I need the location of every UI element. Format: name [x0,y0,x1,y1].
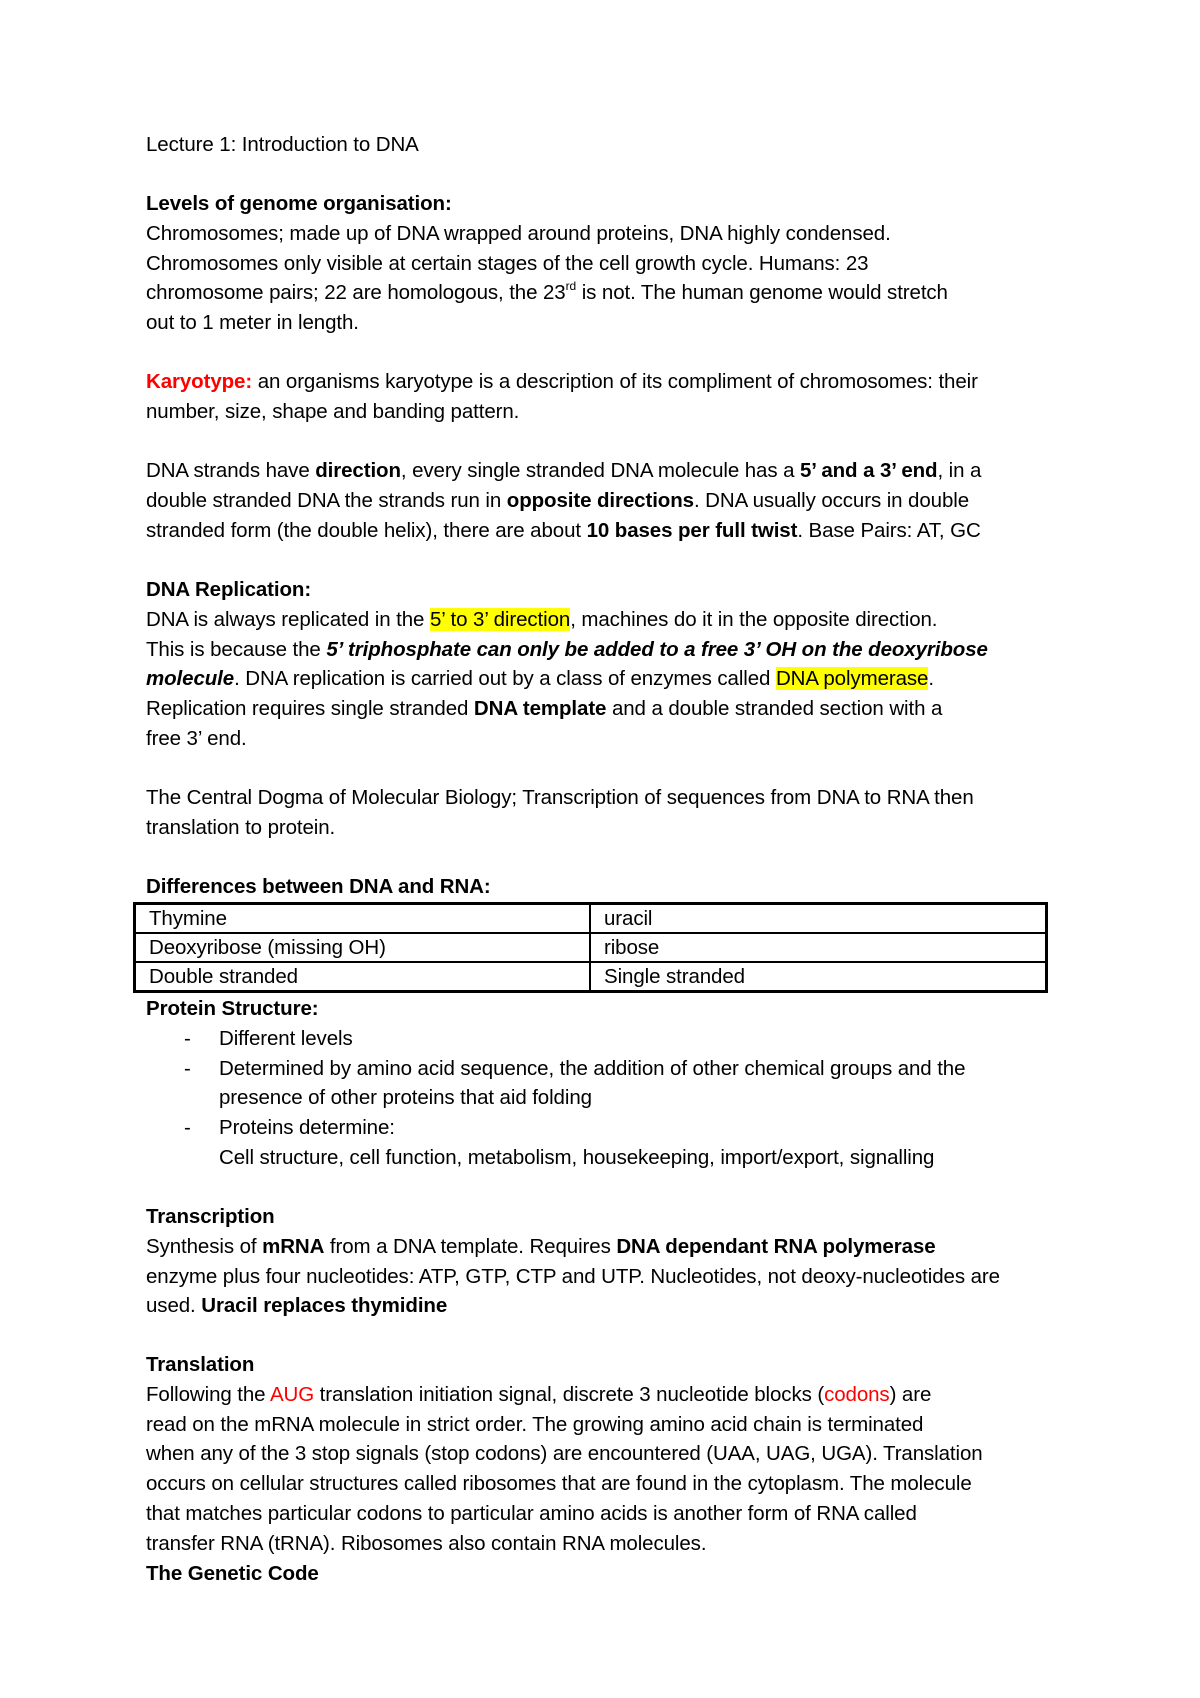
central-dogma-paragraph [146,783,1086,843]
transcription-section [146,1202,1086,1321]
list-item: - Different levels [146,1024,1086,1054]
differences-heading: Differences between DNA and RNA: [146,875,491,898]
translation-line-6: transfer RNA (tRNA). Ribosomes also contain RNA molecules. [146,1531,707,1555]
table-cell-dna: Deoxyribose (missing OH) [135,933,591,962]
translation-line-1: Following the AUG translation initiation signal, discrete 3 nucleotide blocks (codons) are [146,1382,932,1406]
genome-line-3: chromosome pairs; 22 are homologous, the 23rd is not. The human genome would stretch [146,279,948,305]
genome-line-4: out to 1 meter in length. [146,311,359,335]
genome-organisation-section [146,189,1086,338]
codons-term: codons [824,1382,890,1406]
karyotype-term: Karyotype: [146,370,253,393]
table-cell-rna: uracil [590,904,1047,934]
dna-direction-paragraph [146,456,1086,545]
transcription-heading: Transcription [146,1205,275,1228]
replication-line-3: molecule. DNA replication is carried out by a class of enzymes called DNA polymerase. [146,667,934,691]
transcription-line-2: enzyme plus four nucleotides: ATP, GTP, CTP and UTP. Nucleotides, not deoxy-nucleotides are [146,1264,1000,1288]
karyotype-line-2: number, size, shape and banding pattern. [146,399,520,423]
highlight-5-to-3-direction: 5’ to 3’ direction [429,607,571,631]
dogma-line-2: translation to protein. [146,815,336,839]
dna-rna-differences-table [133,902,1048,993]
transcription-line-3: used. Uracil replaces thymidine [146,1294,448,1318]
replication-line-2: This is because the 5’ triphosphate can only be added to a free 3’ OH on the deoxyribose [146,637,988,661]
table-row [135,904,1047,934]
list-item: - Determined by amino acid sequence, the addition of other chemical groups and the presence of other proteins that aid folding [146,1054,1086,1114]
replication-heading: DNA Replication: [146,578,312,601]
replication-line-1: DNA is always replicated in the 5’ to 3’ direction, machines do it in the opposite direction. [146,607,938,631]
transcription-line-1: Synthesis of mRNA from a DNA template. Requires DNA dependant RNA polymerase [146,1234,936,1258]
translation-section [146,1350,1086,1588]
direction-line-1: DNA strands have direction, every single stranded DNA molecule has a 5’ and a 3’ end, in a [146,459,982,482]
dash-marker: - [184,1026,191,1050]
table-cell-dna: Double stranded [135,962,591,992]
protein-bullet-list [146,1024,1086,1173]
protein-structure-section [146,994,1086,1173]
translation-heading: Translation [146,1353,255,1376]
dash-marker: - [184,1116,191,1140]
table-cell-rna: ribose [590,933,1047,962]
translation-line-5: that matches particular codons to particular amino acids is another form of RNA called [146,1501,917,1525]
dogma-line-1: The Central Dogma of Molecular Biology; Transcription of sequences from DNA to RNA then [146,786,974,809]
genome-heading: Levels of genome organisation: [146,192,452,215]
karyotype-line-1: Karyotype: an organisms karyotype is a description of its compliment of chromosomes: their [146,370,978,393]
genome-line-1: Chromosomes; made up of DNA wrapped around proteins, DNA highly condensed. [146,221,891,245]
table-row [135,962,1047,992]
table-row [135,933,1047,962]
direction-line-2: double stranded DNA the strands run in opposite directions. DNA usually occurs in double [146,488,970,512]
aug-term: AUG [269,1382,315,1406]
protein-heading: Protein Structure: [146,997,319,1020]
replication-line-5: free 3’ end. [146,726,247,750]
translation-line-2: read on the mRNA molecule in strict order. The growing amino acid chain is terminated [146,1412,924,1436]
replication-line-4: Replication requires single stranded DNA template and a double stranded section with a [146,697,943,721]
highlight-dna-polymerase: DNA polymerase [775,667,929,691]
direction-line-3: stranded form (the double helix), there are about 10 bases per full twist. Base Pairs: AT, GC [146,518,981,542]
lecture-title: Lecture 1: Introduction to DNA [146,133,419,156]
genome-line-2: Chromosomes only visible at certain stages of the cell growth cycle. Humans: 23 [146,251,869,275]
list-item: - Proteins determine: Cell structure, cell function, metabolism, housekeeping, import/export, signalling [146,1113,1086,1173]
genetic-code-heading: The Genetic Code [146,1561,319,1585]
karyotype-paragraph [146,367,1086,427]
table-cell-rna: Single stranded [590,962,1047,992]
table-cell-dna: Thymine [135,904,591,934]
translation-line-4: occurs on cellular structures called ribosomes that are found in the cytoplasm. The molecule [146,1472,972,1496]
dash-marker: - [184,1056,191,1080]
dna-replication-section [146,575,1086,754]
translation-line-3: when any of the 3 stop signals (stop codons) are encountered (UAA, UAG, UGA). Translation [146,1442,983,1466]
